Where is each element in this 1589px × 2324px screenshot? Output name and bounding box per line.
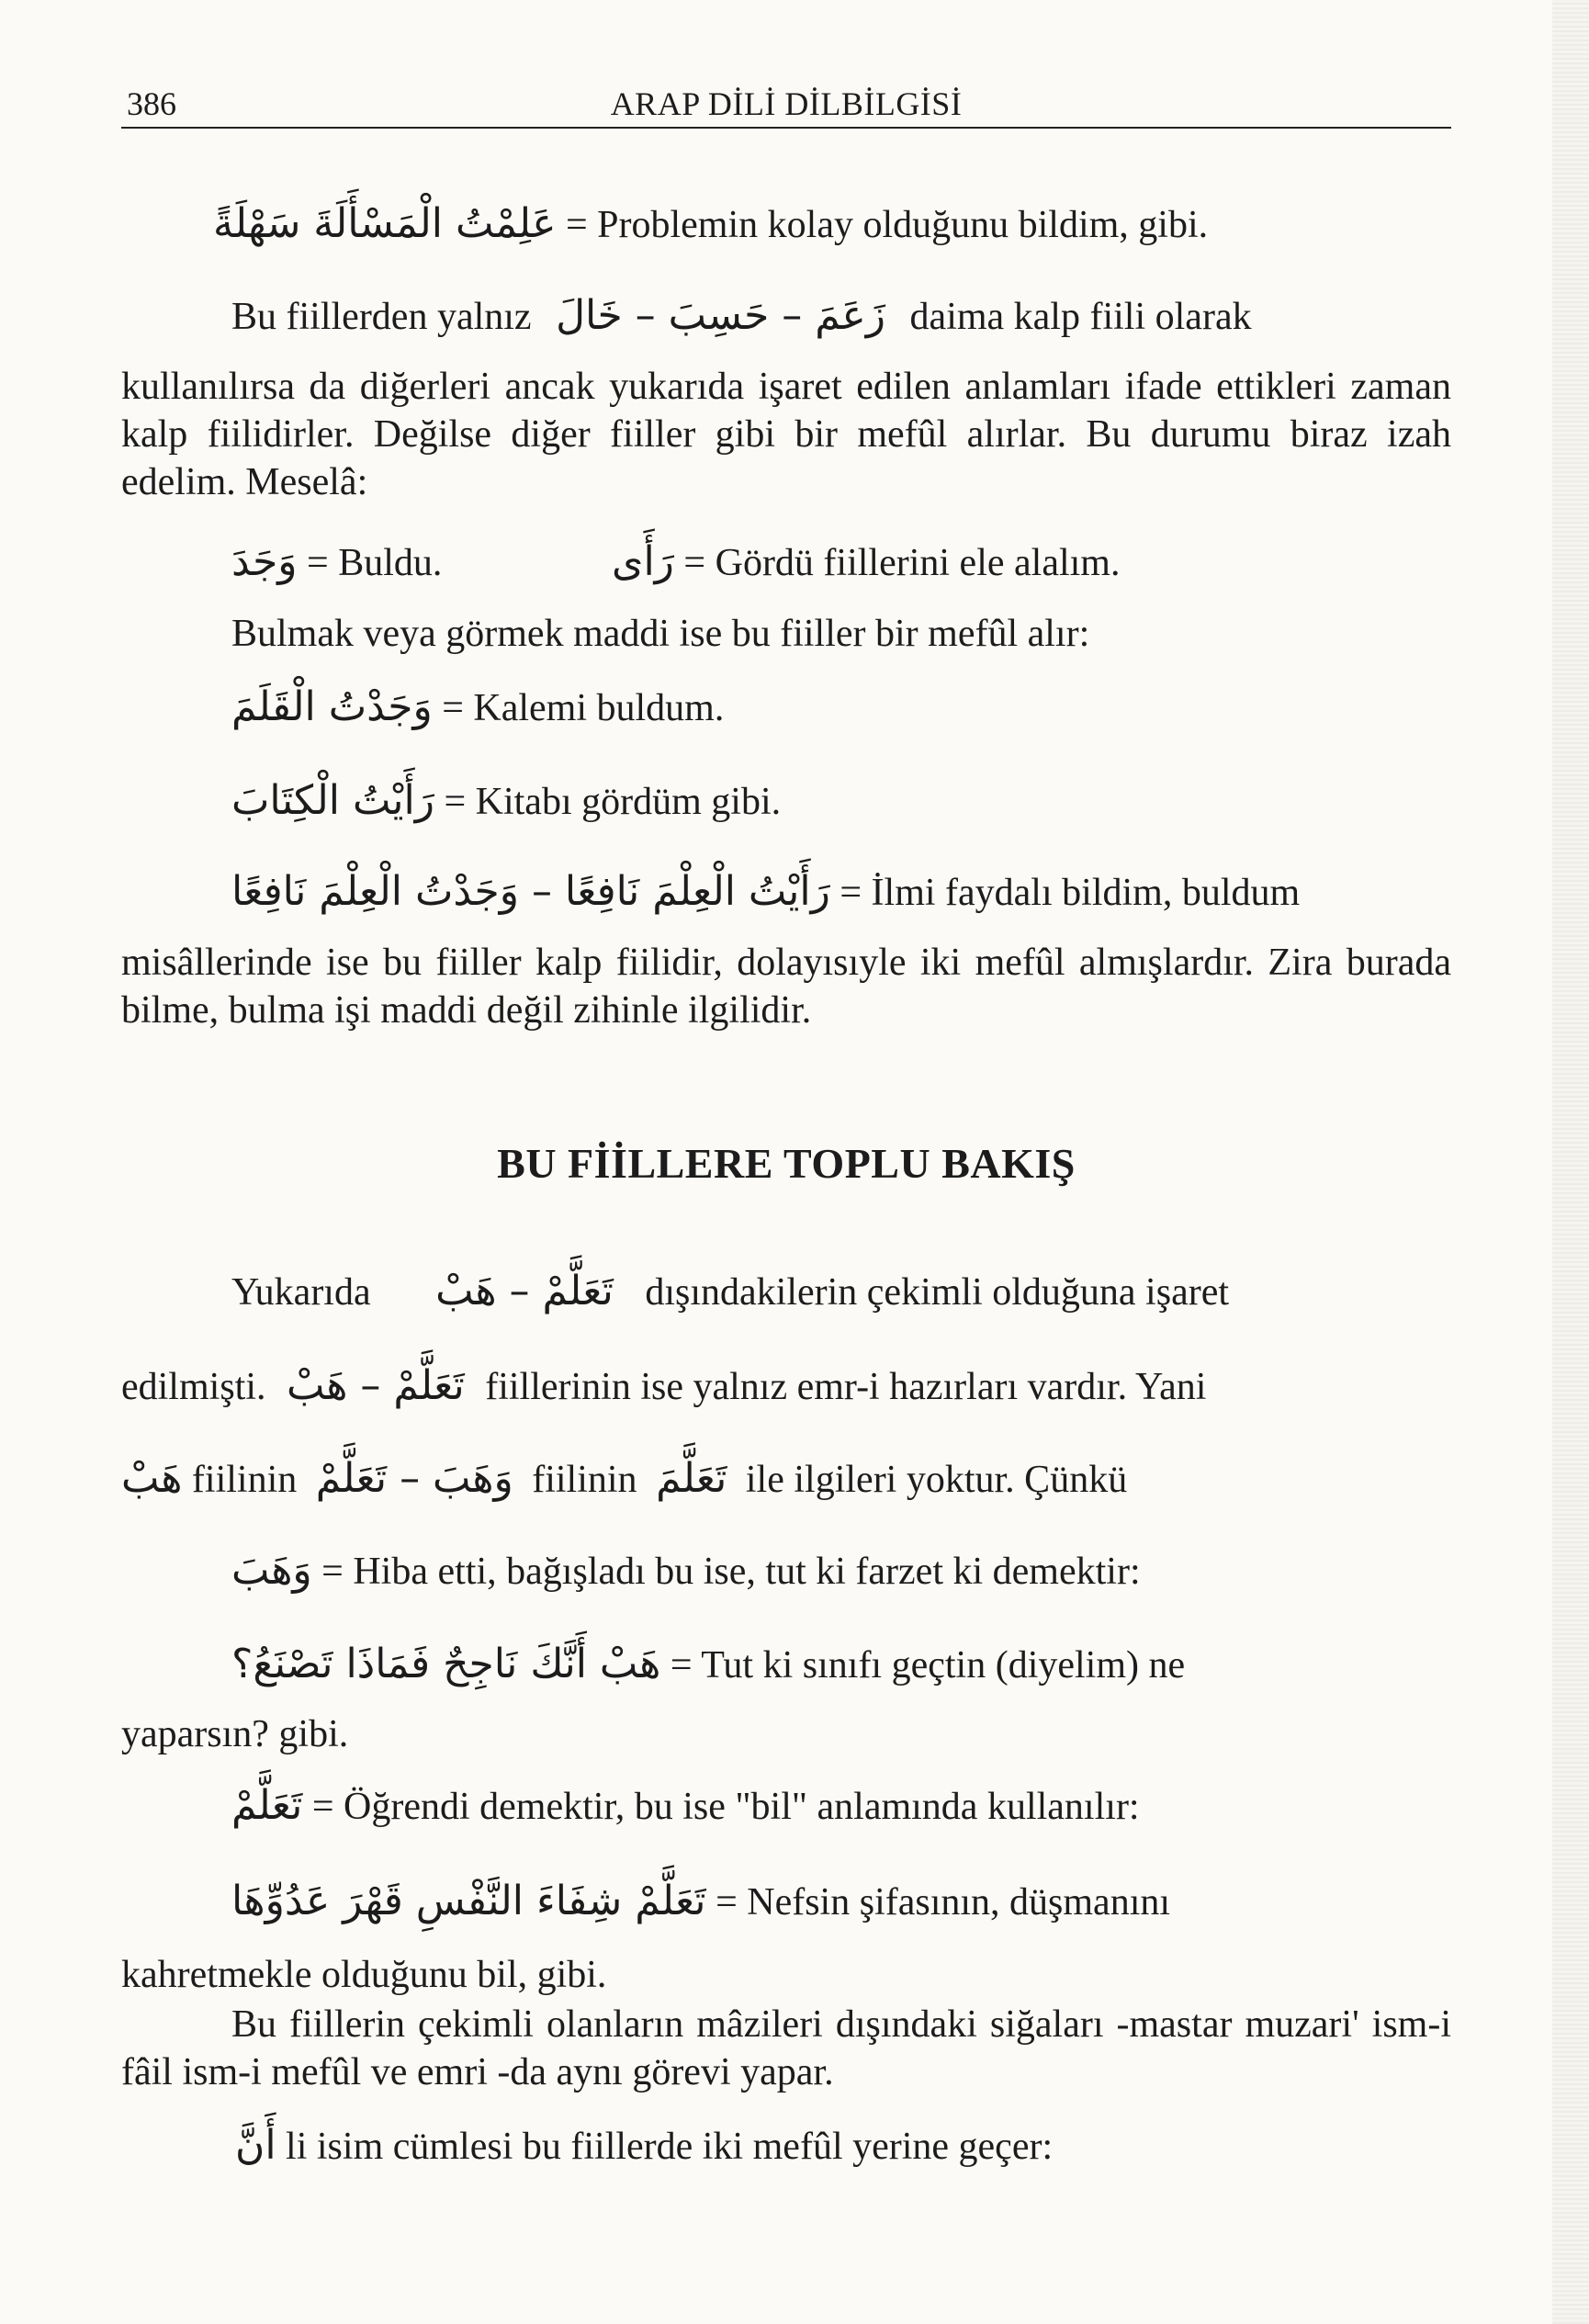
text-fragment: fiillerinin ise yalnız emr-i hazırları vardır. Yani: [485, 1366, 1207, 1408]
translation: = Buldu.: [307, 542, 443, 584]
example-line-5: [231, 683, 724, 732]
translation: = Gördü fiillerini ele alalım.: [683, 542, 1121, 584]
paragraph-line-9: [121, 1362, 1206, 1411]
paragraph-line-2: [231, 292, 1252, 341]
example-line-3: [231, 538, 442, 587]
section-heading: BU FİİLLERE TOPLU BAKIŞ: [497, 1140, 1076, 1187]
arabic-text: رَأَى: [612, 538, 674, 585]
paragraph-line-8: [231, 1268, 1229, 1316]
arabic-text: تَعَلَّمْ – هَبْ: [435, 1268, 614, 1314]
translation: = Tut ki sınıfı geçtin (diyelim) ne: [670, 1644, 1186, 1687]
paragraph-line-13: yaparsın? gibi.: [121, 1713, 349, 1755]
arabic-text: عَلِمْتُ الْمَسْأَلَةَ سَهْلَةً: [213, 200, 557, 247]
paragraph-2: misâllerinde ise bu fiiller kalp fiilidir, dolayısıyle iki mefûl almışlardır. Zira burada bilme, bulma işi maddi değil zihinle ilgilidir.: [121, 942, 1451, 1032]
arabic-text: وَجَدْتُ الْقَلَمَ: [231, 683, 433, 730]
text-fragment: ile ilgileri yoktur. Çünkü: [745, 1459, 1128, 1501]
paragraph-line-4: Bulmak veya görmek maddi ise bu fiiller bir mefûl alır:: [231, 613, 1090, 655]
arabic-text: زَعَمَ – حَسِبَ – خَالَ: [556, 292, 886, 339]
example-line-15: [231, 1878, 1170, 1926]
page-edge: [1552, 0, 1589, 2324]
example-line-11: [231, 1547, 1141, 1596]
example-line-14: [231, 1782, 1140, 1831]
paragraph-line-16: kahretmekle olduğunu bil, gibi.: [121, 1954, 607, 1996]
text-fragment: fiilinin: [532, 1459, 637, 1501]
arabic-text: وَهَبَ – تَعَلَّمْ: [315, 1455, 513, 1502]
page-header: [121, 77, 1451, 129]
example-line-3b: [612, 538, 1120, 587]
text-fragment: daima kalp fiili olarak: [909, 296, 1252, 338]
text-fragment: fiilinin: [191, 1459, 298, 1501]
arabic-text: وَهَبَ: [231, 1547, 312, 1594]
example-line-17: [235, 2122, 1053, 2171]
arabic-text: تَعَلَّمْ: [231, 1782, 303, 1829]
arabic-text: هَبْ أَنَّكَ نَاجِحٌ فَمَاذَا تَصْنَعُ؟: [231, 1641, 661, 1687]
translation: = İlmi faydalı bildim, buldum: [840, 872, 1301, 914]
text-fragment: edilmişti.: [121, 1366, 266, 1408]
example-line-6: [231, 777, 781, 826]
arabic-text: تَعَلَّمْ – هَبْ: [287, 1362, 465, 1409]
translation: = Kitabı gördüm gibi.: [444, 781, 782, 823]
arabic-text: تَعَلَّمْ شِفَاءَ النَّفْسِ قَهْرَ عَدُوِّهَا: [231, 1878, 706, 1924]
page-number: 386: [127, 85, 176, 122]
translation: = Nefsin şifasının, düşmanını: [716, 1881, 1171, 1924]
paragraph-1: kullanılırsa da diğerleri ancak yukarıda işaret edilen anlamları ifade ettikleri zaman kalp fiilidirler. Değilse diğer fiiller gibi bir mefûl alırlar. Bu durumu biraz izah edelim. Meselâ:: [121, 366, 1451, 503]
paragraph-line-10: [121, 1455, 1127, 1504]
text-fragment: Yukarıda: [231, 1271, 371, 1314]
translation: = Öğrendi demektir, bu ise "bil" anlamında kullanılır:: [311, 1786, 1140, 1828]
text-fragment: Bu fiillerden yalnız: [231, 296, 532, 338]
translation: = Hiba etti, bağışladı bu ise, tut ki farzet ki demektir:: [321, 1551, 1141, 1593]
example-line-1: [213, 200, 1208, 249]
arabic-text: وَجَدَ: [231, 538, 298, 585]
paragraph-3: Bu fiillerin çekimli olanların mâzileri dışındaki siğaları -mastar muzari' ism-i fâil ism-i mefûl ve emri -da aynı görevi yapar.: [121, 2003, 1451, 2093]
arabic-text: أَنَّ: [235, 2122, 276, 2169]
example-line-12: [231, 1641, 1185, 1689]
translation: li isim cümlesi bu fiillerde iki mefûl yerine geçer:: [286, 2126, 1054, 2168]
text-fragment: dışındakilerin çekimli olduğuna işaret: [645, 1271, 1230, 1314]
arabic-text: هَبْ: [121, 1455, 183, 1502]
running-title: ARAP DİLİ DİLBİLGİSİ: [610, 85, 963, 122]
arabic-text: تَعَلَّمَ: [656, 1455, 727, 1502]
translation: = Kalemi buldum.: [442, 687, 725, 729]
arabic-text: رَأَيْتُ الْعِلْمَ نَافِعًا – وَجَدْتُ الْعِلْمَ نَافِعًا: [231, 868, 830, 915]
translation: = Problemin kolay olduğunu bildim, gibi.: [565, 204, 1209, 246]
example-line-7: [231, 868, 1300, 917]
arabic-text: رَأَيْتُ الْكِتَابَ: [231, 777, 434, 824]
